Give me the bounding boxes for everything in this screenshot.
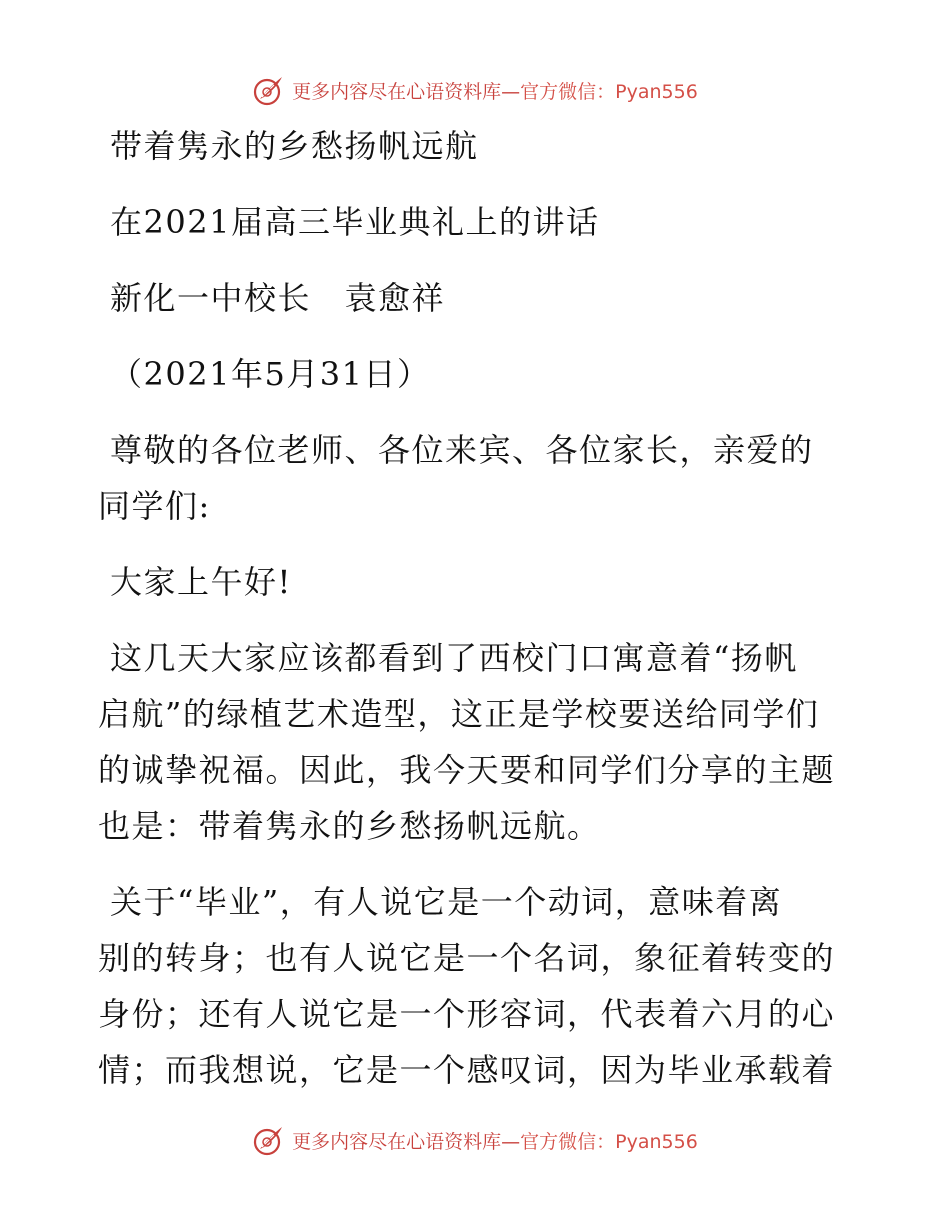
watermark-text xyxy=(292,77,698,104)
paragraph-line: 身份；还有人说它是一个形容词，代表着六月的心 xyxy=(98,995,836,1033)
salute-line: 大家上午好! xyxy=(110,563,292,601)
greeting-line: 同学们: xyxy=(98,487,211,525)
document-date: （2021年5月31日） xyxy=(110,355,431,393)
watermark-footer xyxy=(0,1122,950,1158)
greeting-line: 尊敬的各位老师、各位来宾、各位家长，亲爱的 xyxy=(110,431,814,469)
watermark-separator: — xyxy=(501,80,521,103)
body-paragraph-2 xyxy=(98,874,854,1098)
watermark-separator: — xyxy=(501,1130,521,1153)
watermark-text xyxy=(292,1127,698,1154)
watermark-header xyxy=(0,72,950,108)
document-body xyxy=(98,118,854,1098)
document-subtitle: 在2021届高三毕业典礼上的讲话 xyxy=(110,203,600,241)
paragraph-line: 启航”的绿植艺术造型，这正是学校要送给同学们 xyxy=(98,695,820,733)
paragraph-line: 情；而我想说，它是一个感叹词，因为毕业承载着 xyxy=(98,1051,836,1089)
watermark-wechat-text: 官方微信：Pyan556 xyxy=(520,80,698,103)
paragraph-line: 这几天大家应该都看到了西校门口寓意着“扬帆 xyxy=(110,639,798,677)
paragraph-line: 别的转身；也有人说它是一个名词，象征着转变的 xyxy=(98,939,836,977)
quill-logo-icon xyxy=(252,1123,286,1157)
document-author: 新化一中校长 袁愈祥 xyxy=(110,279,446,317)
greeting-paragraph xyxy=(98,422,854,534)
watermark-main-text: 更多内容尽在心语资料库 xyxy=(292,1130,502,1153)
paragraph-line: 的诚挚祝福。因此，我今天要和同学们分享的主题 xyxy=(98,751,836,789)
document-title: 带着隽永的乡愁扬帆远航 xyxy=(110,127,479,165)
paragraph-line: 也是：带着隽永的乡愁扬帆远航。 xyxy=(98,807,601,845)
watermark-wechat-text: 官方微信：Pyan556 xyxy=(520,1130,698,1153)
watermark-main-text: 更多内容尽在心语资料库 xyxy=(292,80,502,103)
paragraph-line: 关于“毕业”，有人说它是一个动词，意味着离 xyxy=(110,883,783,921)
body-paragraph-1 xyxy=(98,630,854,854)
quill-logo-icon xyxy=(252,73,286,107)
